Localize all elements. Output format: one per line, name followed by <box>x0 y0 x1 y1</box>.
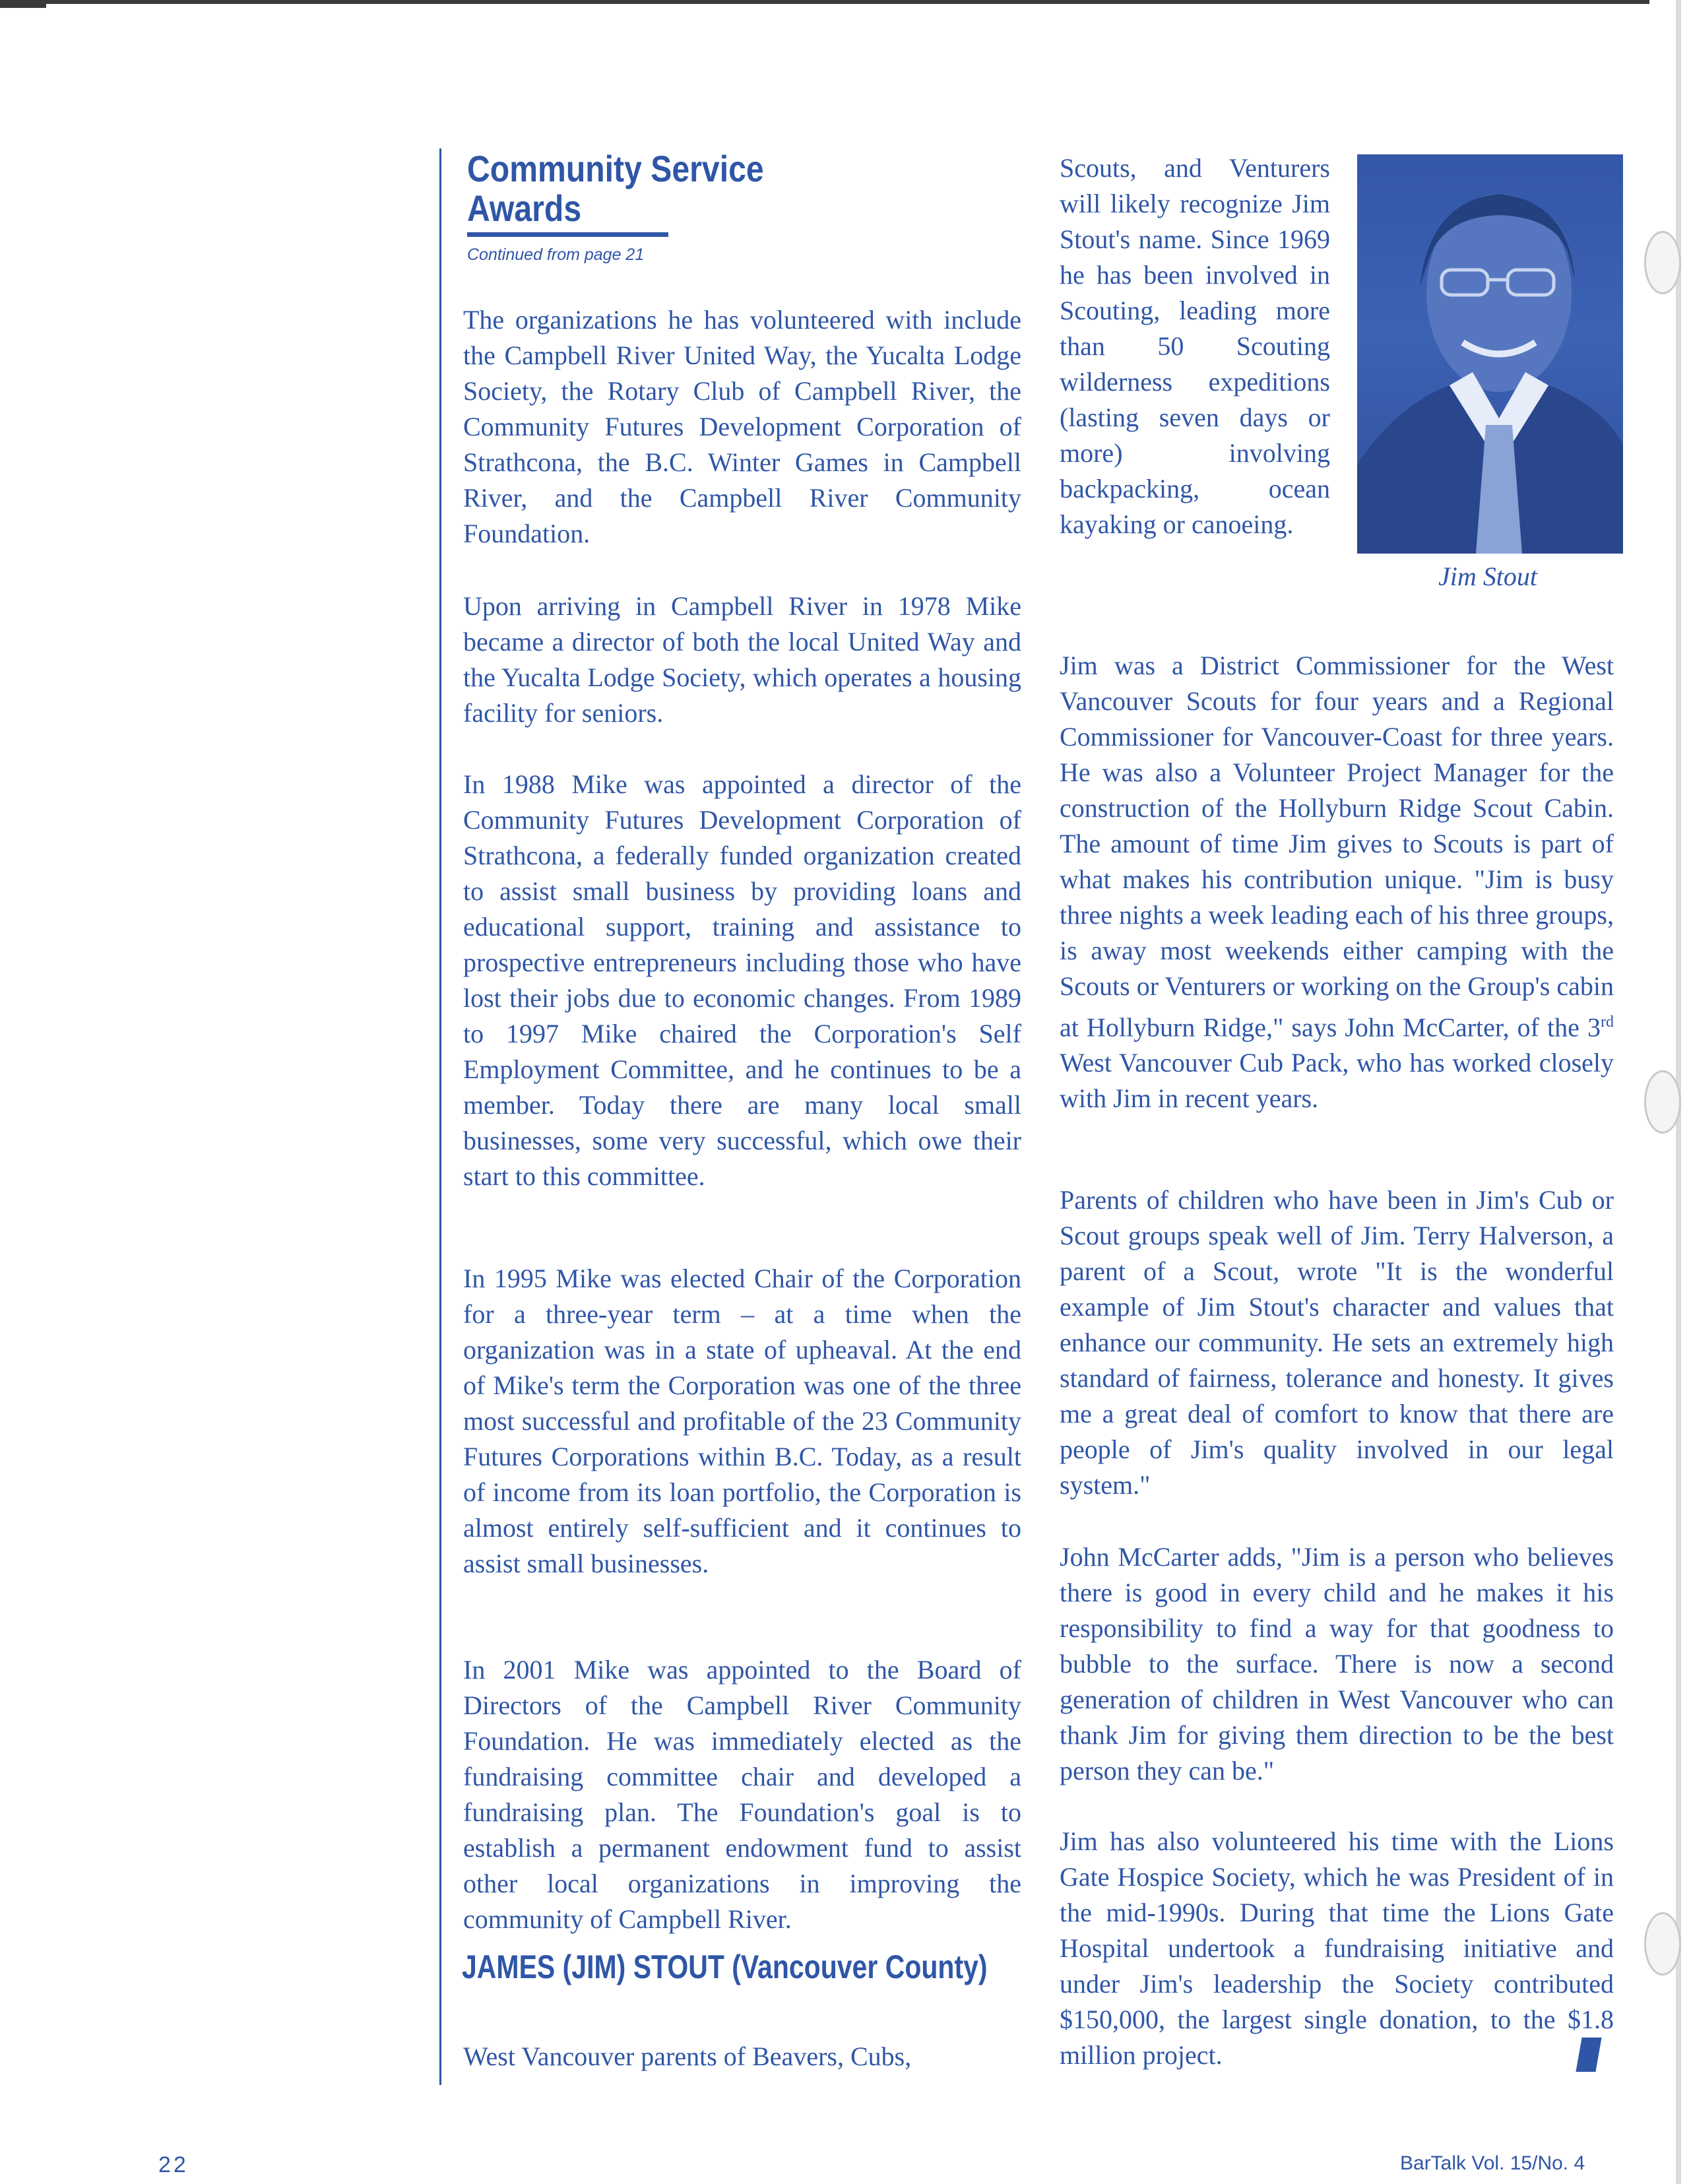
paragraph: Scouts, and Venturers will likely recognize Jim Stout's name. Since 1969 he has been involved in Scouting, leading more than 50 Scouting wilderness expeditions (lasting seven days or more) involving backpacking, ocean kayaking or canoeing. <box>1060 153 1330 539</box>
binder-hole <box>1644 1070 1681 1134</box>
paragraph: In 1995 Mike was elected Chair of the Corporation for a three-year term – at a time when the organization was in a state of upheaval. At the end of Mike's term the Corporation was one of the three most successful and profitable of the 23 Community Futures Corporations within B.C. Today, as a result of income from its loan portfolio, the Corporation is almost entirely self-sufficient and it continues to assist small businesses. <box>463 1264 1021 1578</box>
binder-hole <box>1644 1912 1681 1975</box>
continued-note: Continued from page 21 <box>467 245 645 264</box>
scan-top-edge-mark <box>0 4 46 8</box>
binder-hole <box>1644 231 1681 294</box>
paragraph: In 2001 Mike was appointed to the Board of Directors of the Campbell River Community Foundation. He was immediately elected as the fundraising committee chair and developed a fundraising plan. The Foundation's goal is to establish a permanent endowment fund to assist other local organizations in improving the community of Campbell River. <box>463 1655 1021 1934</box>
article-title-line-1: Community Service <box>467 148 764 189</box>
photo-caption: Jim Stout <box>1438 562 1537 591</box>
page-number: 22 <box>158 2152 189 2177</box>
portrait-photo <box>1357 154 1623 554</box>
paragraph: John McCarter adds, "Jim is a person who believes there is good in every child and he makes it his responsibility to find a way for that goodness to bubble to the surface. There is now a second generation of children in West Vancouver who can thank Jim for giving them direction to be the best person they can be." <box>1060 1542 1614 1785</box>
paragraph-text: West Vancouver Cub Pack, who has worked closely with Jim in recent years. <box>1060 1048 1614 1114</box>
column-rule <box>439 148 441 2085</box>
paragraph <box>1060 648 1614 1116</box>
paragraph: Parents of children who have been in Jim's Cub or Scout groups speak well of Jim. Terry Halverson, a parent of a Scout, wrote "It is the wonderful example of Jim Stout's character and values that enhance our community. He sets an extremely high standard of fairness, tolerance and honesty. It gives me a great deal of comfort to know that there are people of Jim's quality involved in our legal system." <box>1060 1185 1614 1500</box>
paragraph: Upon arriving in Campbell River in 1978 Mike became a director of both the local United Way and the Yucalta Lodge Society, which operates a housing facility for seniors. <box>463 591 1021 728</box>
paragraph: Jim has also volunteered his time with the Lions Gate Hospice Society, which he was President of in the mid-1990s. During that time the Lions Gate Hospital undertook a fundraising initiative and under Jim's leadership the Society contributed $150,000, the largest single donation, to the $1.8 million project. <box>1060 1826 1614 2070</box>
publication-footer: BarTalk Vol. 15/No. 4 <box>1400 2152 1585 2174</box>
portrait-illustration <box>1357 154 1623 554</box>
article-title-line-2: Awards <box>467 187 582 229</box>
article-title <box>467 149 830 228</box>
paragraph-text: Jim was a District Commissioner for the West Vancouver Scouts for four years and a Regional Commissioner for Vancouver-Coast for three years. He was also a Volunteer Project Manager for the construction of the Hollyburn Ridge Scout Cabin. The amount of time Jim gives to Scouts is part of what makes his contribution unique. "Jim is busy three nights a week leading each of his three groups, is away most weekends either camping with the Scouts or Venturers or working on the Group's cabin at Hollyburn Ridge," says John McCarter, of the 3 <box>1060 651 1614 1043</box>
scan-top-edge <box>0 0 1649 4</box>
paragraph: The organizations he has volunteered with include the Campbell River United Way, the Yucalta Lodge Society, the Rotary Club of Campbell River, the Community Futures Development Corporation of Strathcona, the B.C. Winter Games in Campbell River, and the Campbell River Community Foundation. <box>463 305 1021 548</box>
section-heading: JAMES (JIM) STOUT (Vancouver County) <box>462 1948 988 1985</box>
title-underline <box>467 232 668 237</box>
paragraph: West Vancouver parents of Beavers, Cubs, <box>463 2041 912 2071</box>
paragraph: In 1988 Mike was appointed a director of the Community Futures Development Corporation of Strathcona, a federally funded organization created to assist small business by providing loans and educational support, training and assistance to prospective entrepreneurs including those who have lost their jobs due to economic changes. From 1989 to 1997 Mike chaired the Corporation's Self Employment Committee, and he continues to be a member. Today there are many local small businesses, some very successful, which owe their start to this committee. <box>463 769 1021 1191</box>
ordinal-suffix: rd <box>1601 1013 1614 1031</box>
